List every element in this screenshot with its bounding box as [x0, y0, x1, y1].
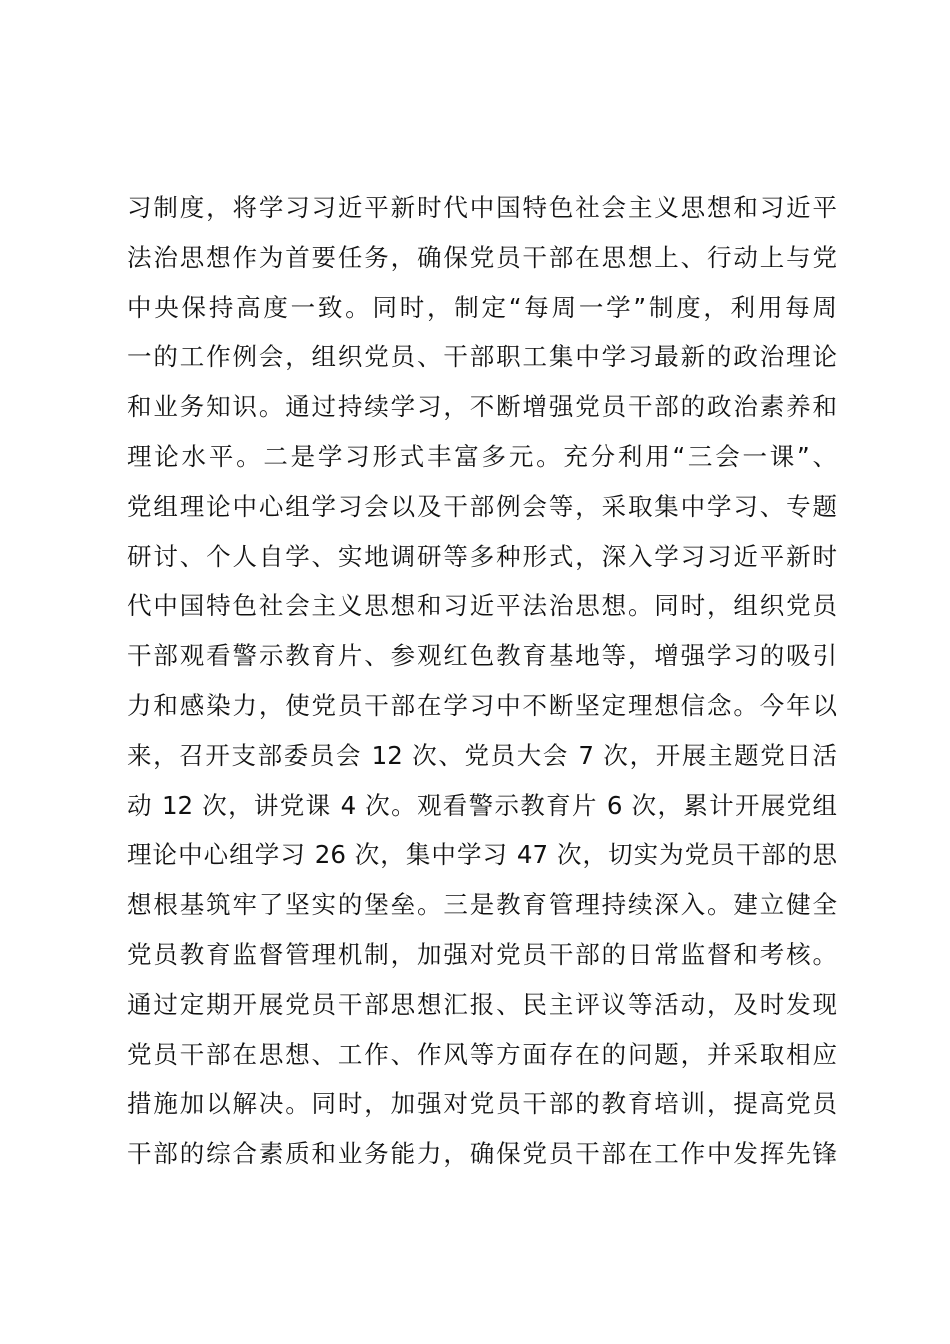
- text-line: 措施加以解决。同时，加强对党员干部的教育培训，提高党员: [127, 1089, 837, 1119]
- text-line: 党员教育监督管理机制，加强对党员干部的日常监督和考核。: [127, 939, 837, 969]
- text-line: 通过定期开展党员干部思想汇报、民主评议等活动，及时发现: [127, 989, 837, 1019]
- text-line: 和业务知识。通过持续学习，不断增强党员干部的政治素养和: [127, 392, 837, 422]
- text-line: 研讨、个人自学、实地调研等多种形式，深入学习习近平新时: [127, 541, 837, 571]
- text-line: 代中国特色社会主义思想和习近平法治思想。同时，组织党员: [127, 591, 837, 621]
- text-line: 想根基筑牢了坚实的堡垒。三是教育管理持续深入。建立健全: [127, 890, 837, 920]
- text-line: 干部的综合素质和业务能力，确保党员干部在工作中发挥先锋: [127, 1139, 837, 1169]
- text-line: 中央保持高度一致。同时，制定“每周一学”制度，利用每周: [127, 292, 837, 322]
- text-line: 法治思想作为首要任务，确保党员干部在思想上、行动上与党: [127, 242, 837, 272]
- text-line: 一的工作例会，组织党员、干部职工集中学习最新的政治理论: [127, 342, 837, 372]
- text-line: 力和感染力，使党员干部在学习中不断坚定理想信念。今年以: [127, 690, 837, 720]
- text-line: 党员干部在思想、工作、作风等方面存在的问题，并采取相应: [127, 1039, 837, 1069]
- text-line: 动 12 次，讲党课 4 次。观看警示教育片 6 次，累计开展党组: [127, 790, 837, 820]
- text-line: 来，召开支部委员会 12 次、党员大会 7 次，开展主题党日活: [127, 740, 837, 770]
- text-line: 干部观看警示教育片、参观红色教育基地等，增强学习的吸引: [127, 641, 837, 671]
- text-line: 习制度，将学习习近平新时代中国特色社会主义思想和习近平: [127, 193, 837, 222]
- text-line: 理论水平。二是学习形式丰富多元。充分利用“三会一课”、: [127, 441, 837, 471]
- text-line: 理论中心组学习 26 次，集中学习 47 次，切实为党员干部的思: [127, 840, 837, 870]
- body-text: [127, 183, 837, 1179]
- text-line: 党组理论中心组学习会以及干部例会等，采取集中学习、专题: [127, 491, 837, 521]
